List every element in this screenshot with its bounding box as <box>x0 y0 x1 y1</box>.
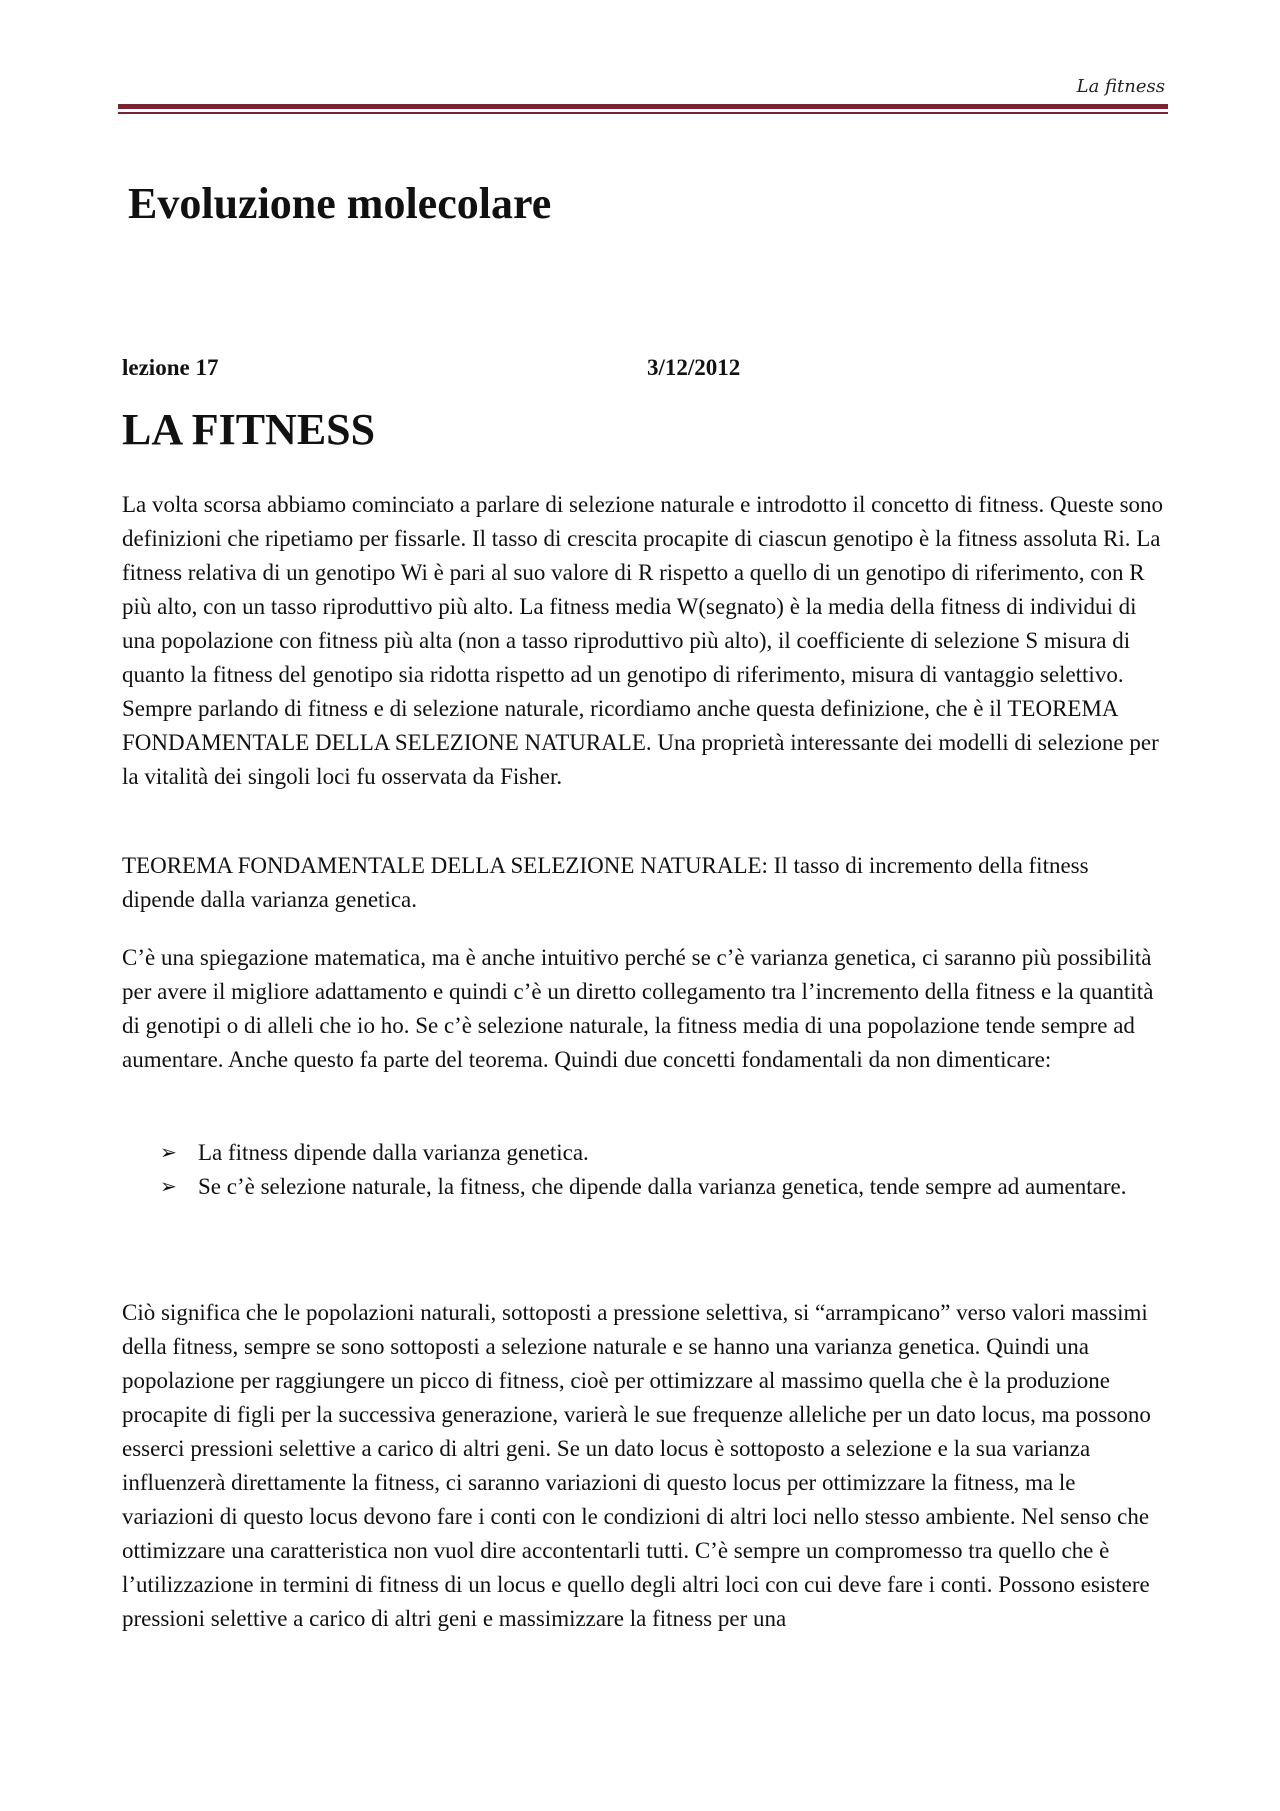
lesson-date: 3/12/2012 <box>647 355 741 380</box>
header-rule-thick <box>118 104 1168 109</box>
arrow-bullet-icon: ➢ <box>160 1142 177 1164</box>
header-rule-thin <box>118 112 1168 114</box>
paragraph-intro: La volta scorsa abbiamo cominciato a parlare di selezione naturale e introdotto il concetto di fitness. Queste sono definizioni che ripetiamo per fissarle. Il tasso di crescita procapite di ciascun genotipo è la fitness assoluta Ri. La fitness relativa di un genotipo Wi è pari al suo valore di R rispetto a quello di un genotipo di riferimento, con R più alto, con un tasso riproduttivo più alto. La fitness media W(segnato) è la media della fitness di individui di una popolazione con fitness più alta (non a tasso riproduttivo più alto), il coefficiente di selezione S misura di quanto la fitness del genotipo sia ridotta rispetto ad un genotipo di riferimento, misura di vantaggio selettivo. Sempre parlando di fitness e di selezione naturale, ricordiamo anche questa definizione, che è il TEOREMA FONDAMENTALE DELLA SELEZIONE NATURALE. Una proprietà interessante dei modelli di selezione per la vitalità dei singoli loci fu osservata da Fisher. <box>122 492 1164 789</box>
paragraph-theorem: TEOREMA FONDAMENTALE DELLA SELEZIONE NATURALE: Il tasso di incremento della fitness dipende dalla varianza genetica. <box>122 853 1089 912</box>
running-header: La fitness <box>1076 76 1165 97</box>
list-item-text: La fitness dipende dalla varianza genetica. <box>198 1140 589 1165</box>
key-concepts-list <box>160 1136 1165 1204</box>
list-item <box>160 1136 1165 1170</box>
arrow-bullet-icon: ➢ <box>160 1176 177 1198</box>
section-title: LA FITNESS <box>122 405 376 454</box>
list-item <box>160 1170 1165 1204</box>
header-rule <box>118 104 1168 115</box>
document-title: Evoluzione molecolare <box>128 179 552 228</box>
lesson-label: lezione 17 <box>122 355 219 380</box>
paragraph-populations: Ciò significa che le popolazioni naturali, sottoposti a pressione selettiva, si “arrampicano” verso valori massimi della fitness, sempre se sono sottoposti a selezione naturale e se hanno una varianza genetica. Quindi una popolazione per raggiungere un picco di fitness, cioè per ottimizzare al massimo quella che è la produzione procapite di figli per la successiva generazione, varierà le sue frequenze alleliche per un dato locus, ma possono esserci pressioni selettive a carico di altri geni. Se un dato locus è sottoposto a selezione e la sua varianza influenzerà direttamente la fitness, ci saranno variazioni di questo locus per ottimizzare la fitness, ma le variazioni di questo locus devono fare i conti con le condizioni di altri loci nello stesso ambiente. Nel senso che ottimizzare una caratteristica non vuol dire accontentarli tutti. C’è sempre un compromesso tra quello che è l’utilizzazione in termini di fitness di un locus e quello degli altri loci con cui deve fare i conti. Possono esistere pressioni selettive a carico di altri geni e massimizzare la fitness per una <box>122 1300 1151 1631</box>
paragraph-explanation: C’è una spiegazione matematica, ma è anche intuitivo perché se c’è varianza genetica, ci saranno più possibilità per avere il migliore adattamento e quindi c’è un diretto collegamento tra l’incremento della fitness e la quantità di genotipi o di alleli che io ho. Se c’è selezione naturale, la fitness media di una popolazione tende sempre ad aumentare. Anche questo fa parte del teorema. Quindi due concetti fondamentali da non dimenticare: <box>122 945 1154 1072</box>
list-item-text: Se c’è selezione naturale, la fitness, che dipende dalla varianza genetica, tende sempre ad aumentare. <box>198 1174 1127 1199</box>
